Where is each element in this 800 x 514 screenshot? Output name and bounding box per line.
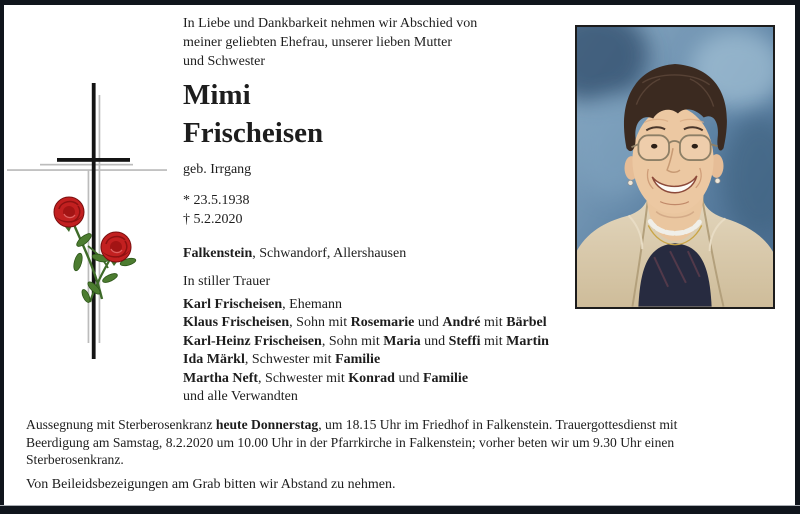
clipping-border-bottom [0,506,800,514]
mourner-line [183,296,549,314]
portrait-photo [575,25,775,309]
funeral-line [26,451,677,469]
clipping-border-top [0,0,800,5]
text-segment: Beerdigung am Samstag, 8.2.2020 um 10.00 Uhr in der Pfarrkirche in Falkenstein; vorher beten wir um 9.30 Uhr einen [26,434,675,450]
text-segment: , Sohn mit [321,333,384,349]
text-segment: , Schwester mit [244,352,336,368]
mourners-list [183,296,549,406]
mourner-line [183,314,549,332]
text-segment: mit [480,333,507,349]
bold-text-segment: André [442,315,481,331]
funeral-info [26,416,677,469]
bold-text-segment: Familie [335,352,381,368]
places-line [183,246,406,262]
mourner-line [183,388,549,406]
earring [715,178,720,183]
deceased-last-name: Frischeisen [183,117,324,149]
memorial-cross-with-roses-icon [0,60,180,372]
deceased-name [183,76,323,152]
text-segment: und alle Verwandten [183,389,298,405]
clipping-border-right [795,0,800,514]
funeral-line [26,416,677,434]
bold-text-segment: Bärbel [506,315,547,331]
eye [651,144,657,149]
intro-text [183,14,477,71]
condolence-note: Von Beileidsbezeigungen am Grab bitten wir Abstand zu nehmen. [26,477,396,492]
bold-text-segment: Falkenstein [183,246,253,261]
cross-shadow-lines [7,95,167,343]
death-date: † 5.2.2020 [183,211,243,227]
mourner-line [183,333,549,351]
text-segment: und [414,315,443,331]
bold-text-segment: Familie [422,370,469,386]
eye [692,144,698,149]
bold-text-segment: Ida Märkl [183,352,245,368]
intro-line: In Liebe und Dankbarkeit nehmen wir Abschied von [183,16,478,31]
life-dates [183,192,250,229]
bold-text-segment: Karl Frischeisen [183,297,283,312]
bold-text-segment: Konrad [348,370,395,386]
mourning-label: In stiller Trauer [183,274,271,289]
earring [628,180,633,185]
birth-date: * 23.5.1938 [183,193,250,208]
text-segment: und [394,370,423,386]
text-segment: und [420,333,449,349]
text-segment: mit [480,315,507,331]
bold-text-segment: Klaus Frischeisen [183,315,290,331]
text-segment: , Ehemann [282,297,343,312]
mourner-line [183,351,549,369]
text-segment: , Schwandorf, Allershausen [252,246,407,261]
text-segment: Sterberosenkranz. [26,452,124,468]
bold-text-segment: Martha Neft [183,370,259,386]
mourner-line [183,370,549,388]
maiden-name: geb. Irrgang [183,162,252,177]
text-segment: , um 18.15 Uhr im Friedhof in Falkenstein. Trauergottesdienst mit [318,417,678,432]
bold-text-segment: Rosemarie [350,315,415,331]
funeral-line [26,434,677,452]
bold-text-segment: Maria [383,333,421,349]
text-segment: Aussegnung mit Sterberosenkranz [26,417,216,432]
bold-text-segment: Steffi [448,333,481,349]
bold-text-segment: heute Donnerstag [215,417,319,432]
intro-line: und Schwester [183,54,266,69]
text-segment: , Schwester mit [258,370,349,386]
intro-line: meiner geliebten Ehefrau, unserer lieben Mutter [183,35,452,50]
deceased-first-name: Mimi [183,79,251,111]
rose-icon [54,197,84,232]
bold-text-segment: Martin [506,333,549,349]
bold-text-segment: Karl-Heinz Frischeisen [183,333,322,349]
text-segment: , Sohn mit [289,315,351,331]
